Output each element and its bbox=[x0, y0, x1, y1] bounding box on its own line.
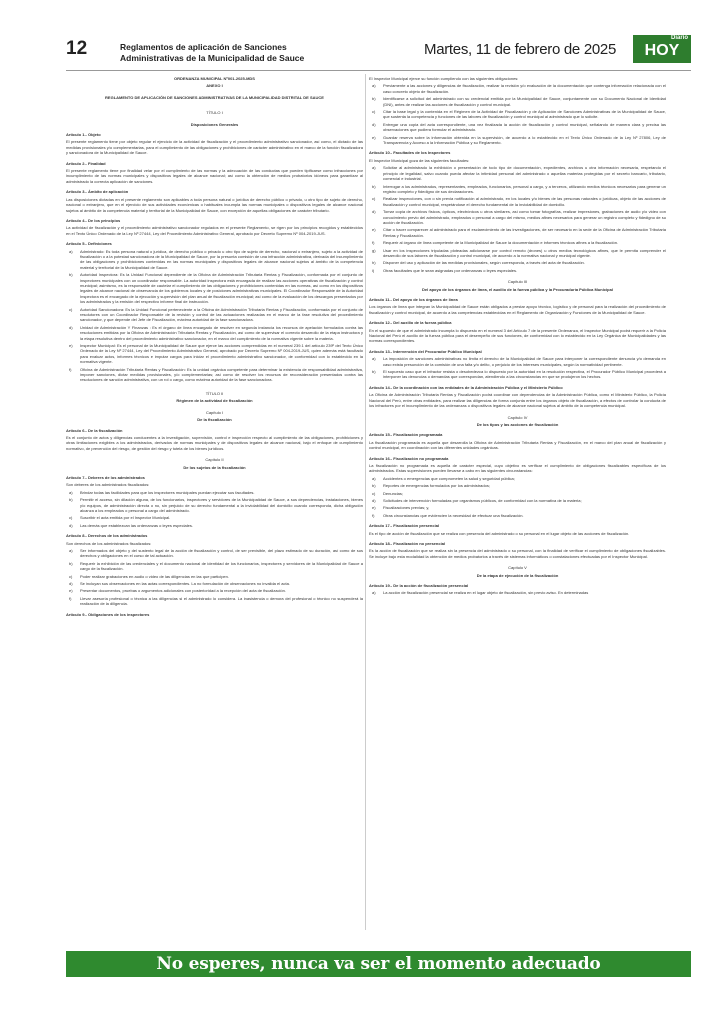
article-heading: Artículo 19.- De la acción de fiscalización presencial bbox=[369, 583, 469, 589]
list-item-marker: e) bbox=[69, 588, 73, 594]
article-text: La fiscalización no programada es aquella de carácter especial, cuyo objetivo es verificar el cumplimiento de obligaciones fiscalizables específicas de los administrados. Estas supervisiones pueden llevarse a cabo en las siguientes circunstancias: bbox=[369, 462, 666, 474]
chapter-2: Capítulo II bbox=[205, 457, 224, 463]
list-item-marker: a) bbox=[372, 83, 376, 89]
article-heading: Artículo 9.- Obligaciones de los inspectores bbox=[66, 611, 150, 617]
list-item bbox=[66, 490, 363, 495]
list-item-text: Fiscalizaciones previas; y, bbox=[383, 505, 430, 511]
list-item-marker: i) bbox=[372, 267, 375, 273]
list-item bbox=[66, 272, 363, 304]
list-item-marker: b) bbox=[372, 183, 376, 189]
article-text: En el supuesto de que el administrado incumpla lo dispuesto en el numeral 3 del Artículo 7 de la presente Ordenanza, el Inspector Municipal podrá requerir a la Policía Nacional del Perú el auxilio de la fuerza pública para el desempeño de sus funciones, de conformidad con lo establecido en la Ley Orgánica de Municipalidades y las normas correspondientes. bbox=[369, 327, 666, 344]
article-heading: Artículo 3.- Ámbito de aplicación bbox=[66, 189, 129, 195]
section-title-line2: Administrativas de la Municipalidad de Sauce bbox=[120, 53, 305, 64]
list-item-text: Autoridad Sancionadora: Es la Unidad Funcional perteneciente a la Oficina de Administración Tributaria Rentas y Fiscalización, conformada por el conjunto de resolutores con un Coordinador Responsable de la revisión y control de las actuaciones realizadas en el marco de la fase resolutiva del procedimiento sancionador, y que depende del Jefe de Fiscalización, máxima autoridad de la fase sancionadora. bbox=[80, 306, 363, 323]
list-item bbox=[369, 590, 666, 595]
chapter-3-subtitle: Del apoyo de los órganos de línea, el auxilio de la fuerza pública y la Procuraduría Pública Municipal bbox=[422, 286, 613, 292]
list-item-marker: c) bbox=[372, 109, 376, 115]
title-2: TÍTULO II bbox=[205, 390, 224, 396]
list-item-marker: e) bbox=[372, 505, 376, 511]
list-item bbox=[369, 96, 666, 107]
article-text: Las disposiciones dictadas en el presente reglamento son aplicables a toda persona natural o jurídica de derecho público o privado, u otro tipo de sujeto de derecho, nacional o extranjero, que en el ejercicio de sus actividades económicas o habituales incumpla las normas municipales o dispositivos legales de alcance nacional sujetos al ámbito de la competencia material y territorial de la Municipalidad de Sauce, con excepción de aquellas obligaciones de carácter tributario. bbox=[66, 196, 363, 213]
list-item-text: Realizar inspecciones, con o sin previa notificación al administrado, en los locales y/o bienes de las personas naturales o jurídicas, objeto de las acciones de fiscalización y control municipal, respetándose el derecho fundamental de la inviolabilidad de domicilio. bbox=[383, 196, 666, 207]
list-item bbox=[369, 83, 666, 94]
list-item bbox=[369, 196, 666, 207]
list-item-text: Permitir el acceso, sin dilación alguna, de los funcionarios, inspectores y servidores de la Municipalidad de Sauce, a sus dependencias, instalaciones, bienes y/o equipos, de administración directa o no, sin perjuicio de su derecho fundamental a la inviolabilidad del domicilio cuando corresponda, dicha obligación alcanza a los empleados o personal a cargo del administrado. bbox=[80, 497, 363, 513]
article-heading: Artículo 6.- De la fiscalización bbox=[66, 427, 123, 433]
list-item bbox=[66, 367, 363, 383]
inspector-obligations-list bbox=[369, 83, 666, 145]
chapter-3: Capítulo III bbox=[507, 279, 528, 285]
title-1: TÍTULO I bbox=[206, 110, 223, 116]
list-item bbox=[369, 505, 666, 510]
article-text: La fiscalización programada es aquella que desarrolla la Oficina de Administración Tributaria Rentas y Fiscalización, en el marco del plan anual de fiscalización y control municipal, en coordinación con las diferentes unidades orgánicas. bbox=[369, 439, 666, 451]
procurator-list bbox=[369, 356, 666, 380]
list-item bbox=[66, 307, 363, 323]
list-item bbox=[369, 122, 666, 133]
list-item-text: Entregar una copia del acta correspondiente, una vez finalizada la acción de fiscalización y control municipal, señalando de manera clara y precisa las observaciones que pudiera formular el administrado. bbox=[383, 121, 666, 133]
list-item-text: Citar o hacer comparecer al administrado para el esclarecimiento de las investigaciones, de ser necesario en la sede de la Oficina de Administración Tributaria Rentas y Fiscalización. bbox=[383, 227, 666, 238]
rights-list bbox=[66, 548, 363, 607]
chapter-5: Capítulo V bbox=[508, 565, 527, 571]
list-item-text: Suscribir el acta emitida por el Inspector Municipal. bbox=[80, 515, 171, 521]
list-item-text: Ser informados del objeto y del sustento legal de la acción de fiscalización y control, de ser previsible, del plazo estimado de su duración, así como de sus derechos y obligaciones en el curso de tal actuación. bbox=[80, 548, 363, 559]
title-1-subtitle: Disposiciones Generales bbox=[190, 121, 239, 127]
article-heading: Artículo 12.- Del auxilio de la fuerza pública bbox=[369, 320, 452, 326]
list-item-text: Tomar copia de archivos físicos, ópticos, electrónicos u otros similares, así como tomar fotografías, realizar impresiones, grabaciones de audio y/o video con conocimiento previo del administrado, empleados o personal a cargo del mismo, medios afines necesarios para generar un registro completo y fidedigno de su acción de fiscalización. bbox=[383, 209, 666, 225]
logo-small-text: Diario bbox=[670, 35, 688, 41]
list-item-text: Disponer del uso y aplicación de las medidas provisionales, según corresponda, a través del acta de fiscalización. bbox=[383, 260, 585, 266]
chapter-4: Capítulo IV bbox=[507, 414, 528, 420]
list-item bbox=[369, 369, 666, 380]
article-text: La Oficina de Administración Tributaria Rentas y Fiscalización podrá coordinar con dependencias de la Administración Pública, como el Ministerio Público, la Policía Nacional del Perú, entre otras entidades, para realizar las diligencias de forma conjunta entre los órganos objeto de fiscalización, a efectos de controlar la conducta de los infractores por el incumplimiento de las ordenanzas o dispositivos legales de alcance nacional sujetos al ámbito de la competencia municipal. bbox=[369, 392, 666, 409]
article-heading: Artículo 1.- Objeto bbox=[66, 132, 101, 138]
list-item bbox=[369, 476, 666, 481]
list-item-marker: c) bbox=[69, 306, 73, 312]
list-item-text: La acción de fiscalización presencial se realiza en el lugar objeto de fiscalización, sin previo aviso. En determinadas bbox=[383, 590, 589, 596]
list-item bbox=[66, 581, 363, 586]
list-item bbox=[369, 513, 666, 518]
list-item-marker: b) bbox=[69, 497, 73, 503]
list-item-text: Brindar todas las facilidades para que los inspectores municipales puedan ejecutar sus facultades. bbox=[80, 489, 255, 495]
issue-date: Martes, 11 de febrero de 2025 bbox=[424, 41, 616, 58]
logo-big-text: HOY bbox=[644, 42, 680, 59]
list-item-text: Administrado: Es toda persona natural o jurídica, de derecho público o privado u otro tipo de sujeto de derecho, nacional o extranjero, sujeto a la actividad de fiscalización o a la potestad sancionadora de la Municipalidad de Sauce, por la presunta comisión de una infracción administrativa, derivada del incumplimiento de las obligaciones y prohibiciones contenidas en las normas municipales y dispositivos legales de alcance nacional sujetos al ámbito de la competencia material y territorial de la Municipalidad de Sauce. bbox=[80, 248, 363, 270]
list-item-marker: b) bbox=[69, 272, 73, 278]
list-item-marker: a) bbox=[372, 356, 376, 362]
article-heading: Artículo 7.- Deberes de los administrados bbox=[66, 474, 145, 480]
list-item-text: Oficina de Administración Tributaria Rentas y Fiscalización: Es la unidad orgánica competente para determinar la existencia de responsabilidad administrativa, imponer sanciones, dictar medidas provisionales, y/o complementarias; así como de resolver los recursos de reconsideración presentados contra las resoluciones de sanción administrativa, con un rol o cargo, como máxima autoridad de la fase sancionadora. bbox=[80, 366, 363, 383]
list-item-text: Denuncias; bbox=[383, 490, 404, 496]
list-item-text: Las demás que establezcan las ordenanzas o leyes especiales. bbox=[80, 522, 193, 528]
chapter-5-subtitle: De la etapa de ejecución de la fiscalización bbox=[476, 572, 559, 578]
list-item-text: Presentar documentos, pruebas o argumentos adicionales con posterioridad a la recepción del acta de fiscalización. bbox=[80, 588, 286, 594]
article-text: Es la acción de fiscalización que se realiza sin la presencia del administrado o su personal, con la finalidad de verificar el cumplimiento de obligaciones fiscalizables. Se incluye bajo esta modalidad la obtención de medios probatorios a través de sistemas informáticos o constataciones efectuadas por el Inspector Municipal. bbox=[369, 548, 666, 559]
list-item-text: Citar la base legal y la contenida en el Régimen de la Actividad de Fiscalización y de Aplicación de Sanciones Administrativas de la Municipalidad de Sauce, que sustenta la competencia y funciones de las labores de fiscalización y control municipal al administrado que lo solicite. bbox=[383, 109, 666, 120]
list-item bbox=[369, 248, 666, 259]
article-text: Es el conjunto de actos y diligencias conducentes a la investigación, supervisión, control e inspección respecto al cumplimiento de las obligaciones, prohibiciones y otras limitaciones exigibles a los administrados, derivados de normas municipales y de dispositivos legales de alcance nacional, bajo el enfoque de cumplimiento normativo, de prevención del riesgo, de gestión del riesgo y tutela de los bienes jurídicos. bbox=[66, 434, 363, 451]
list-item-marker: f) bbox=[69, 595, 72, 601]
article-text: Es el tipo de acción de fiscalización que se realiza con presencia del administrado o su personal en el lugar objeto de las acciones de fiscalización. bbox=[369, 530, 630, 536]
list-item-text: Solicitar al administrado la exhibición o presentación de todo tipo de documentación, expedientes, archivos u otra información necesaria, respetando el principio de legalidad, salvo cuando pueda afectar la intimidad personal del administrado o aquellas materias protegidas por el secreto bancario, tributario, comercial e industrial. bbox=[383, 165, 666, 182]
article-intro: Son deberes de los administrados fiscalizados: bbox=[66, 482, 150, 488]
article-heading: Artículo 4.- De los principios bbox=[66, 217, 121, 223]
list-item-text: Requerir la exhibición de las credenciales y el documento nacional de identidad de los funcionarios, inspectores y servidores de la Municipalidad de Sauce a cargo de la fiscalización. bbox=[80, 560, 363, 572]
page-number: 12 bbox=[66, 38, 88, 59]
list-item-marker: e) bbox=[69, 343, 73, 349]
list-item bbox=[66, 548, 363, 559]
list-item-marker: d) bbox=[69, 522, 73, 528]
article-text: El presente reglamento tiene por objeto regular el ejercicio de la actividad de fiscalización y el procedimiento administrativo sancionador, así como, el dictado de las medidas provisionales y/o complementarias, para el cumplimiento de las obligaciones y prohibiciones de carácter administrativo en el marco de la función fiscalizadora y sancionadora de la Municipalidad de Sauce. bbox=[66, 139, 363, 156]
annex-title: ANEXO I bbox=[206, 83, 223, 89]
list-item-text: Usar en los inspecciones tripuladas ploteadas adicionarse por control remoto (drones) u otros medios tecnológicos afines, que le permita comprender el desarrollo de sus labores de fiscalización y control municipal, de acuerdo a la normativa nacional y municipal vigente. bbox=[383, 247, 666, 258]
list-item bbox=[369, 240, 666, 245]
list-item-marker: b) bbox=[372, 96, 376, 102]
chapter-1: Capítulo I bbox=[205, 409, 224, 415]
article-heading: Artículo 11.- Del apoyo de los órganos de línea bbox=[369, 297, 458, 302]
list-item-marker: c) bbox=[372, 490, 376, 496]
list-item-marker: c) bbox=[69, 573, 73, 579]
list-item-text: La imposición de sanciones administrativas no limita el derecho de la Municipalidad de Sauce para interponer la correspondiente denuncia y/o demanda en caso exista presunción de la comisión de una falta y/o delito, o perjuicio de los intereses municipales, según la normatividad pertinente. bbox=[383, 356, 666, 367]
chapter-2-subtitle: De los sujetos de la fiscalización bbox=[183, 464, 246, 470]
list-item-text: Unidad de Administración Y Finanzas : Es el órgano de línea encargado de resolver en segunda instancia los recursos de apelación formulados contra las resoluciones emitidas por la Oficina de Administración Tributaria Rentas y Fiscalización, así como de supervisar el correcto desarrollo de la etapa instructora y la etapa resolutiva dentro del procedimiento administrativo sancionador, en el marco del cumplimiento de la normativa vigente sobre la materia. bbox=[80, 324, 363, 341]
article-intro: El Inspector Municipal ejerce su función cumpliendo con las siguientes obligaciones: bbox=[369, 76, 519, 81]
list-item-marker: d) bbox=[372, 497, 376, 503]
list-item bbox=[369, 135, 666, 146]
list-item-text: Se incluyan sus observaciones en las actas correspondientes. La no formulación de observaciones no invalida el acta. bbox=[80, 581, 290, 587]
list-item bbox=[369, 260, 666, 265]
list-item bbox=[369, 165, 666, 181]
article-heading: Artículo 2.- Finalidad bbox=[66, 160, 106, 166]
list-item bbox=[66, 574, 363, 579]
list-item-text: El supuesto caso que el infractor resista o desobedezca lo dispuesto por la autoridad en la resolución respectiva, el Procurador Público Municipal procederá a interponer las denuncias o demandas que correspondan, atendiendo a las circunstancias en que se produjeron los hechos. bbox=[383, 369, 666, 380]
list-item-text: Llevar asesoría profesional o técnica a las diligencias si el administrado lo considera. La inasistencia o demora del profesional o técnico no suspenderá la realización de la diligencia. bbox=[80, 595, 363, 607]
list-item-marker: c) bbox=[372, 196, 376, 202]
list-item-marker: f) bbox=[372, 512, 375, 518]
list-item bbox=[66, 588, 363, 593]
section-title bbox=[120, 42, 304, 64]
ordinance-title: ORDENANZA MUNICIPAL Nº001-2025-MDS bbox=[174, 76, 255, 81]
list-item-text: Otras circunstancias que evidencien la necesidad de efectuar una fiscalización. bbox=[383, 512, 524, 518]
article-heading: Artículo 17.- Fiscalización presencial bbox=[369, 523, 440, 529]
list-item bbox=[66, 561, 363, 572]
chapter-4-subtitle: De los tipos y las acciones de fiscalización bbox=[476, 421, 559, 427]
list-item-text: Inspector Municipal: Es el personal de la Municipalidad de Sauce que ejerce las acciones comprendidas en el numeral 239.1 del artículo 239º del Texto Único Ordenado de la Ley Nº 27444, Ley del Procedimiento Administrativo General, aprobado por Decreto Supremo Nº 004-2019-JUS, quien además está facultado para evaluar actos, informes técnicos e imputar cargos para iniciar el procedimiento administrativo sancionador, de conformidad con lo establecido en la normativa vigente. bbox=[80, 343, 363, 365]
list-item-text: Identificarse a solicitud del administrado con su credencial emitida por la Municipalidad de Sauce, conjuntamente con su Documento Nacional de Identidad (DNI), antes de realizar las acciones de fiscalización y control municipal. bbox=[383, 96, 666, 107]
newspaper-logo bbox=[633, 35, 691, 63]
article-heading: Artículo 10.- Facultades de los Inspectores bbox=[369, 150, 451, 156]
list-item-marker: h) bbox=[372, 260, 376, 266]
list-item-marker: d) bbox=[69, 581, 73, 587]
definitions-list bbox=[66, 249, 363, 383]
list-item bbox=[66, 523, 363, 528]
list-item-marker: g) bbox=[372, 247, 376, 253]
footer-slogan: No esperes, nunca va ser el momento adecuado bbox=[66, 951, 691, 977]
article-intro: El Inspector Municipal goza de las siguientes facultades: bbox=[369, 157, 470, 163]
article-text: El presente reglamento tiene por finalidad velar por el cumplimiento de las normas y la adecuación de las conductas que pueden tipificarse como infracciones por incumplimiento de las normas municipales y dispositivos legales de alcance nacional; así como la obtención de medios probatorios idóneos para garantizar al administrado la correcta aplicación de sanciones. bbox=[66, 168, 363, 184]
chapter-1-subtitle: De la fiscalización bbox=[197, 417, 232, 423]
list-item-marker: f) bbox=[372, 240, 375, 246]
article-heading: Artículo 14.- De la coordinación con las entidades de la Administración Pública y el Ministerio Público bbox=[369, 384, 563, 390]
header-rule bbox=[66, 70, 691, 71]
list-item bbox=[369, 491, 666, 496]
article-heading: Artículo 5.- Definiciones bbox=[66, 241, 112, 247]
list-item bbox=[369, 356, 666, 367]
list-item bbox=[66, 325, 363, 341]
list-item-marker: a) bbox=[69, 489, 73, 495]
list-item bbox=[369, 184, 666, 195]
article-heading: Artículo 8.- Derechos de los administrados bbox=[66, 533, 148, 539]
list-item-marker: a) bbox=[372, 475, 376, 481]
list-item-marker: a) bbox=[372, 165, 376, 171]
list-item-marker: f) bbox=[69, 366, 72, 372]
list-item-marker: d) bbox=[372, 209, 376, 215]
list-item-marker: e) bbox=[372, 134, 376, 140]
article-text: Los órganos de línea que integran la Municipalidad de Sauce están obligados a prestar apoyo técnico, logístico y de personal para la realización del procedimiento de fiscalización y control municipal, de acuerdo a las competencias establecidas en el Reglamento de Organización y Funciones de la Municipalidad de Sauce. bbox=[369, 304, 666, 315]
article-heading: Artículo 18.- Fiscalización no presencial bbox=[369, 541, 446, 546]
list-item-marker: b) bbox=[372, 483, 376, 489]
list-item bbox=[369, 109, 666, 120]
right-column bbox=[369, 74, 666, 930]
list-item-marker: b) bbox=[372, 369, 376, 375]
article-heading: Artículo 13.- Intervención del Procurador Público Municipal bbox=[369, 348, 482, 354]
list-item-marker: d) bbox=[372, 121, 376, 127]
section-title-line1: Reglamentos de aplicación de Sanciones bbox=[120, 42, 287, 52]
list-item-text: Reportes de emergencias formulados por los administrados; bbox=[383, 483, 490, 489]
list-item-text: Autoridad Inspectora: Es la Unidad Funcional dependiente de la Oficina de Administración Tributaria Rentas y Fiscalización, conformada por el conjunto de inspectores municipales con un coordinador responsable. La autoridad inspectora está encargada de realizar las acciones operativas de fiscalización y control municipal; asimismo, es la responsable de cautelar el cumplimiento de las obligaciones y prohibiciones contenidas en las normas, así como en los dispositivos legales de alcance nacional de observancia de los gobiernos locales y de posiciones administrativas municipales. El Coordinador Responsable de la Autoridad Inspectora es el encargado de la ejecución y supervisión del plan anual de fiscalización municipal; así como de la evaluación de los descargos presentados por los administrados y la emisión del respectivo informe final de instrucción. bbox=[80, 272, 363, 305]
list-item bbox=[66, 497, 363, 513]
list-item bbox=[66, 343, 363, 365]
list-item-marker: b) bbox=[69, 560, 73, 566]
column-divider bbox=[365, 74, 366, 930]
article-heading: Artículo 16.- Fiscalización no programada bbox=[369, 455, 449, 461]
list-item-marker: e) bbox=[372, 227, 376, 233]
list-item-text: Guardar reserva sobre la información obtenida en la supervisión, de acuerdo a lo establecido en el Texto Único Ordenado de la Ley Nº 27806, Ley de Transparencia y Acceso a la Información Pública y su Reglamento. bbox=[383, 134, 666, 146]
list-item-text: Solicitudes de intervención formuladas por organismos públicos, de conformidad con la normativa de la materia; bbox=[383, 497, 582, 503]
article-heading: Artículo 15.- Fiscalización programada bbox=[369, 432, 443, 438]
list-item-marker: c) bbox=[69, 515, 73, 521]
list-item-text: Interrogar a los administrados, representantes, empleados, funcionarios, personal a cargo, y a terceros, utilizando medios técnicos necesarios para generar un registro completo y fidedigno de sus declaraciones. bbox=[383, 183, 666, 194]
regulation-title: REGLAMENTO DE APLICACIÓN DE SANCIONES ADMINISTRATIVAS DE LA MUNICIPALIDAD DISTRITAL DE SAUCE bbox=[105, 94, 324, 100]
article-text: La actividad de fiscalización y el procedimiento administrativo sancionador regulados en el presente Reglamento, se rigen por los principios recogidos y establecidos en el Texto Único Ordenado de la Ley Nº 27444, Ley del Procedimiento Administrativo General, aprobado por Decreto Supremo Nº 004-2019-JUS. bbox=[66, 225, 363, 236]
list-item-marker: a) bbox=[69, 548, 73, 553]
list-item-text: Accidentes o emergencias que comprometen la salud y seguridad pública; bbox=[383, 475, 515, 481]
list-item bbox=[369, 209, 666, 225]
list-item bbox=[369, 227, 666, 238]
list-item-text: Requerir al órgano de línea competente de la Municipalidad de Sauce la documentación e informes técnicos afines a la fiscalización. bbox=[383, 240, 619, 246]
list-item bbox=[66, 596, 363, 607]
list-item-marker: d) bbox=[69, 324, 73, 330]
left-column bbox=[66, 74, 363, 930]
list-item bbox=[369, 268, 666, 273]
presential-list bbox=[369, 590, 666, 595]
inspector-powers-list bbox=[369, 165, 666, 273]
duties-list bbox=[66, 490, 363, 528]
list-item bbox=[66, 249, 363, 271]
list-item-text: Poder realizar grabaciones en audio o video de las diligencias en las que participen. bbox=[80, 573, 229, 579]
list-item bbox=[66, 515, 363, 520]
list-item bbox=[369, 483, 666, 488]
list-item bbox=[369, 498, 666, 503]
list-item-text: Otras facultades que le sean asignadas por ordenanzas o leyes especiales. bbox=[383, 267, 518, 273]
page-header bbox=[66, 35, 691, 68]
article-intro: Son derechos de los administrados fiscalizados: bbox=[66, 540, 152, 546]
list-item-text: Previamente a las acciones y diligencias de fiscalización, realizar la revisión y/o evaluación de la documentación que contenga información relacionada con el caso concreto objeto de fiscalización. bbox=[383, 83, 666, 94]
circumstances-list bbox=[369, 476, 666, 518]
list-item-marker: a) bbox=[372, 590, 376, 596]
list-item-marker: a) bbox=[69, 248, 73, 254]
title-2-subtitle: Régimen de la actividad de fiscalización bbox=[176, 398, 253, 404]
